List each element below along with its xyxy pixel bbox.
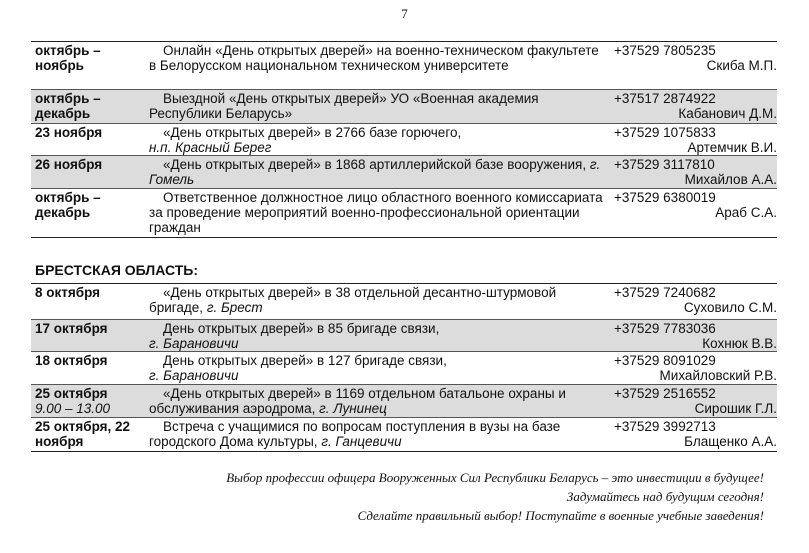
event-place: г. Ганцевичи [321,434,402,449]
event-date: 26 ноября [35,157,103,172]
contact-name: Скиба М.П. [706,58,777,73]
events-table-2 [31,283,777,452]
contact-phone: +37529 6380019 [614,190,716,205]
contact [614,125,777,155]
event-date: октябрь – декабрь [35,91,101,121]
event-text: День открытых дверей» в 85 бригаде связи, [163,321,440,336]
event-description [149,353,607,383]
footer-line: Выбор профессии офицера Вооруженных Сил Республики Беларусь – это инвестиции в будущее! [226,470,764,485]
contact-name: Суховило С.М. [683,300,777,315]
contact-phone: +37529 7240682 [614,285,716,300]
contact-name: Сирошик Г.Л. [694,401,777,416]
table-row [31,320,777,352]
event-time: 9.00 – 13.00 [35,401,111,416]
table-row [31,418,777,452]
event-description [149,321,607,351]
contact-phone: +37529 7783036 [614,321,716,336]
contact [614,353,777,383]
event-text: «День открытых дверей» в 38 отдельной десантно-штурмовой бригаде, [149,285,557,315]
event-place: г. Гомель [149,157,601,187]
event-description [149,91,607,121]
event-place: г. Лунинец [319,401,387,416]
footer-line: Сделайте правильный выбор! Поступайте в военные учебные заведения! [357,508,764,523]
events-table-1 [31,41,777,238]
event-description [149,386,607,416]
contact [614,91,777,121]
event-date: 18 октября [35,353,108,368]
section-title: БРЕСТСКАЯ ОБЛАСТЬ: [35,262,198,278]
contact-name: Михайлов А.А. [684,172,777,187]
page-number: 7 [401,6,408,21]
table-row [31,90,777,124]
contact-phone: +37529 3992713 [614,419,716,434]
event-place: г. Барановичи [149,336,239,351]
event-description [149,190,607,235]
table-row [31,352,777,385]
event-date: 8 октября [35,285,101,300]
contact-phone: +37529 1075833 [614,125,716,140]
footer-slogan [226,468,764,525]
event-description [149,125,607,155]
footer-line: Задумайтесь над будущим сегодня! [566,489,764,504]
table-row [31,124,777,156]
contact-name: Блащенко А.А. [684,434,777,449]
event-date-cell [35,386,145,416]
contact-name: Кохнюк В.В. [702,336,777,351]
contact [614,285,777,315]
table-row [31,385,777,418]
event-description [149,285,607,315]
event-date: 23 ноября [35,125,103,140]
contact-name: Михайловский Р.В. [659,368,777,383]
contact [614,43,777,73]
table-row [31,156,777,189]
event-date: 25 октября, 22 ноября [35,419,131,449]
contact-phone: +37529 2516552 [614,386,716,401]
event-date: 17 октября [35,321,108,336]
event-text: Онлайн «День открытых дверей» на военно-техническом факультете в Белорусском национальном техническом университете [149,43,599,73]
contact-name: Кабанович Д.М. [678,106,777,121]
event-place: н.п. Красный Берег [149,140,272,155]
event-text: Ответственное должностное лицо областного военного комиссариата за проведение мероприятий военно-профессиональной ориентации граждан [149,190,603,235]
contact-phone: +37517 2874922 [614,91,716,106]
event-place: г. Брест [206,300,263,315]
contact [614,386,777,416]
contact [614,419,777,449]
contact [614,157,777,187]
event-text: Встреча с учащимися по вопросам поступления в вузы на базе городского Дома культуры, [149,419,561,449]
event-date: октябрь – ноябрь [35,43,101,73]
event-place: г. Барановичи [149,368,239,383]
contact-phone: +37529 7805235 [614,43,716,58]
contact [614,190,777,220]
event-text: «День открытых дверей» в 1169 отдельном батальоне охраны и обслуживания аэродрома, [149,386,566,416]
event-text: «День открытых дверей» в 2766 базе горючего, [163,125,462,140]
event-date: октябрь – декабрь [35,190,101,220]
table-row [31,41,777,90]
event-description [149,419,607,449]
contact-phone: +37529 3117810 [614,157,715,172]
event-text: Выездной «День открытых дверей» УО «Военная академия Республики Беларусь» [149,91,539,121]
contact [614,321,777,351]
event-date: 25 октября [35,386,108,401]
contact-name: Артемчик В.И. [687,140,777,155]
event-text: День открытых дверей» в 127 бригаде связи, [163,353,447,368]
event-text: «День открытых дверей» в 1868 артиллерийской базе вооружения, [163,157,587,172]
table-row [31,189,777,238]
event-description [149,157,607,187]
event-description [149,43,607,73]
contact-phone: +37529 8091029 [614,353,716,368]
contact-name: Араб С.А. [715,205,777,220]
table-row [31,283,777,320]
